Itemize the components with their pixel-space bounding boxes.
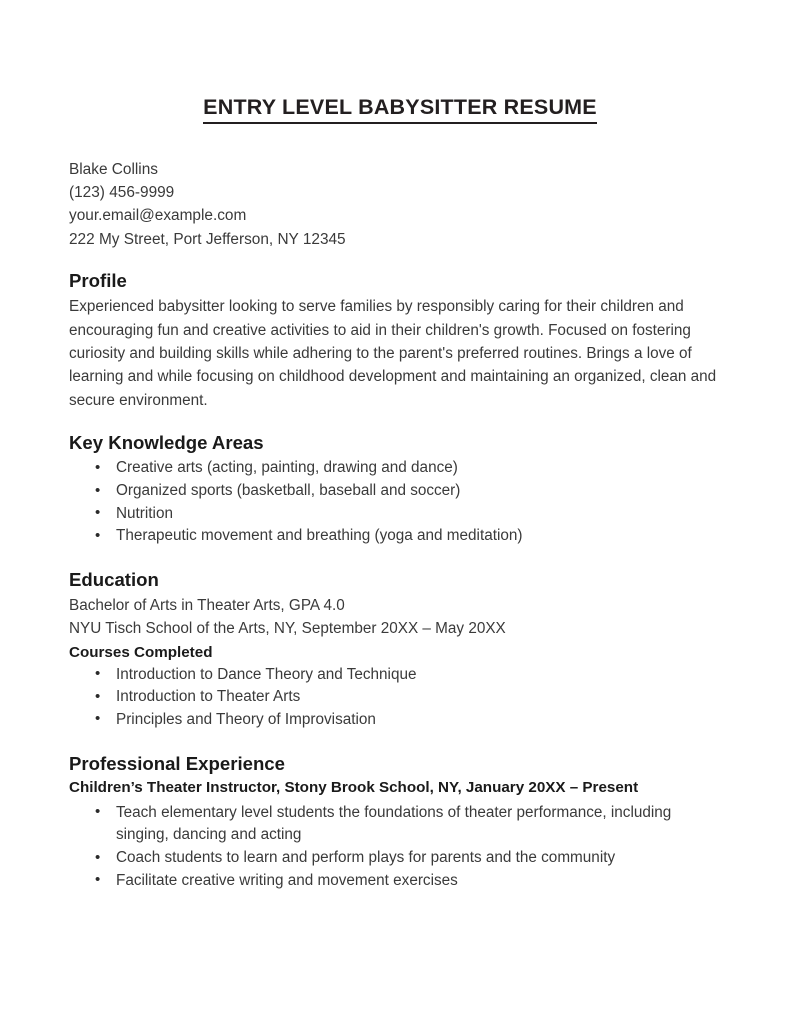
key-knowledge-areas-section — [69, 432, 725, 548]
list-item: • Introduction to Theater Arts — [69, 686, 725, 709]
candidate-email: your.email@example.com — [69, 207, 247, 225]
key-knowledge-areas-heading: Key Knowledge Areas — [69, 432, 264, 454]
education-heading: Education — [69, 568, 159, 590]
spacer — [69, 251, 725, 270]
courses-list — [69, 664, 725, 732]
list-item: • Nutrition — [69, 503, 725, 526]
list-item: • Principles and Theory of Improvisation — [69, 709, 725, 732]
spacer — [69, 548, 725, 569]
job-title: Children’s Theater Instructor, Stony Brook School, NY, January 20XX – Present — [69, 778, 639, 796]
list-item: • Organized sports (basketball, baseball and soccer) — [69, 480, 725, 503]
candidate-phone: (123) 456-9999 — [69, 184, 175, 202]
professional-experience-heading: Professional Experience — [69, 752, 285, 774]
profile-heading: Profile — [69, 269, 127, 291]
professional-experience-section — [69, 753, 725, 893]
list-item: • Creative arts (acting, painting, drawing and dance) — [69, 457, 725, 480]
list-item: • Facilitate creative writing and movement exercises — [69, 870, 725, 893]
education-section — [69, 569, 725, 732]
education-school: NYU Tisch School of the Arts, NY, September 20XX – May 20XX — [69, 620, 506, 638]
education-degree: Bachelor of Arts in Theater Arts, GPA 4.0 — [69, 597, 345, 615]
page-title-text: ENTRY LEVEL BABYSITTER RESUME — [203, 95, 597, 124]
duties-list — [69, 802, 725, 892]
candidate-name: Blake Collins — [69, 161, 158, 178]
list-item: • Introduction to Dance Theory and Technique — [69, 664, 725, 687]
list-item: • Therapeutic movement and breathing (yoga and meditation) — [69, 525, 725, 548]
spacer — [69, 412, 725, 432]
key-knowledge-areas-list — [69, 457, 725, 547]
courses-completed-heading: Courses Completed — [69, 643, 213, 661]
list-item: • Teach elementary level students the foundations of theater performance, including singing, dancing and acting — [69, 802, 725, 847]
resume-body — [69, 158, 725, 892]
spacer — [69, 732, 725, 753]
profile-text: Experienced babysitter looking to serve families by responsibly caring for their children and encouraging fun and creative activities to aid in their children's growth. Focused on fostering curiosity and building skills while adhering to the parent's preferred routines. Brings a love of learning and while focusing on childhood development and maintaining an organized, clean and secure environment. — [69, 298, 717, 409]
contact-block — [69, 158, 725, 251]
candidate-address: 222 My Street, Port Jefferson, NY 12345 — [69, 230, 346, 248]
page-title — [0, 96, 800, 120]
profile-section — [69, 270, 725, 412]
list-item: • Coach students to learn and perform plays for parents and the community — [69, 847, 725, 870]
